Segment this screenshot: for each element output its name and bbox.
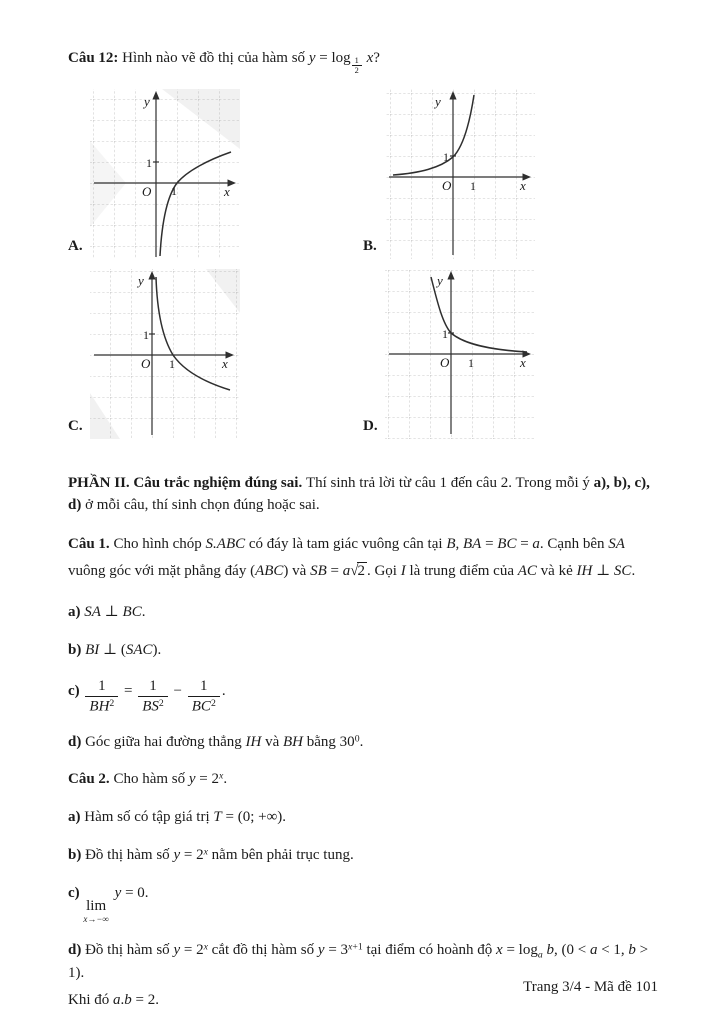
axis-x-label-d: x (520, 355, 526, 371)
cau2-item-c: c) lim x→−∞ y = 0. (68, 884, 149, 924)
axis-x-label-a: x (224, 184, 230, 200)
origin-label-c: O (141, 356, 151, 372)
cau2-item-a: a) Hàm số có tập giá trị T = (0; +∞). (68, 809, 287, 826)
x-tick-d: 1 (468, 356, 474, 371)
axis-x-label-c: x (222, 356, 228, 372)
cau1-item-d: d) Góc giữa hai đường thẳng IH và BH bằng $30^0$. (68, 733, 364, 750)
x-tick-b: 1 (470, 179, 476, 194)
origin-label-b: O (442, 178, 452, 194)
y-tick-b: 1 (443, 150, 449, 165)
option-b (363, 89, 658, 259)
cau2-item-b: b) Đồ thị hàm số $y = 2^x$ nằm bên phải trục tung. (68, 846, 354, 863)
origin-label-d: O (440, 355, 450, 371)
y-tick-d: 1 (442, 327, 448, 342)
cau2-item-d: d) Đồ thị hàm số $y = 2^x$ cắt đồ thị hàm số $y = 3^{x+1}$ tại điểm có hoành độ $x = \log_a b$, (0 < a < 1, b > 1). (68, 941, 649, 981)
option-a-label: A. (68, 238, 83, 255)
cau1-item-c: c) $\frac{1}{BH^2}$ = $\frac{1}{BS^2}$ − $\frac{1}{BC^2}$ . (68, 677, 226, 715)
option-b-label: B. (363, 238, 377, 255)
axis-y-label-d: y (437, 273, 443, 289)
axis-x-label-b: x (520, 178, 526, 194)
x-tick-c: 1 (169, 357, 175, 372)
y-tick-c: 1 (143, 328, 149, 343)
cau1-intro: Câu 1. Cho hình chóp S.ABC có đáy là tam giác vuông cân tại B, BA = BC = a. Cạnh bên SA vuông góc với mặt phẳng đáy (ABC) và SB = a√2 . Gọi I là trung điểm của AC và kẻ IH ⊥ SC. (68, 535, 636, 580)
part2-header: PHẦN II. Câu trắc nghiệm đúng sai. Thí sinh trả lời từ câu 1 đến câu 2. Trong mỗi ý a), b), c), d) ở mỗi câu, thí sinh chọn đúng hoặc sai. (68, 475, 650, 513)
axis-y-label-a: y (144, 94, 150, 110)
graph-option-d (385, 269, 535, 439)
option-a (68, 89, 363, 259)
option-d (363, 269, 658, 439)
question-12-text: Câu 12: Hình nào vẽ đồ thị của hàm số y = log $\frac{1}{2}$ x? (68, 50, 380, 75)
option-c (68, 269, 363, 439)
graph-option-b (385, 89, 535, 259)
graph-option-c (90, 269, 240, 439)
x-tick-a: 1 (171, 184, 177, 199)
option-d-label: D. (363, 418, 378, 435)
page-footer: Trang 3/4 - Mã đề 101 (523, 979, 658, 995)
graph-option-a (90, 89, 240, 259)
cau1-item-b: b) BI ⊥ (SAC). (68, 641, 162, 658)
cau2-item-d-continued: Khi đó a.b = 2. (68, 992, 159, 1009)
y-tick-a: 1 (146, 156, 152, 171)
axis-y-label-b: y (435, 94, 441, 110)
cau2-intro: Câu 2. Cho hàm số $y = 2^x$. (68, 770, 228, 788)
origin-label-a: O (142, 184, 152, 200)
cau1-item-a: a) SA ⊥ BC. (68, 604, 146, 621)
option-c-label: C. (68, 418, 83, 435)
answer-options (68, 89, 658, 439)
axis-y-label-c: y (138, 273, 144, 289)
grid-c (90, 269, 240, 439)
